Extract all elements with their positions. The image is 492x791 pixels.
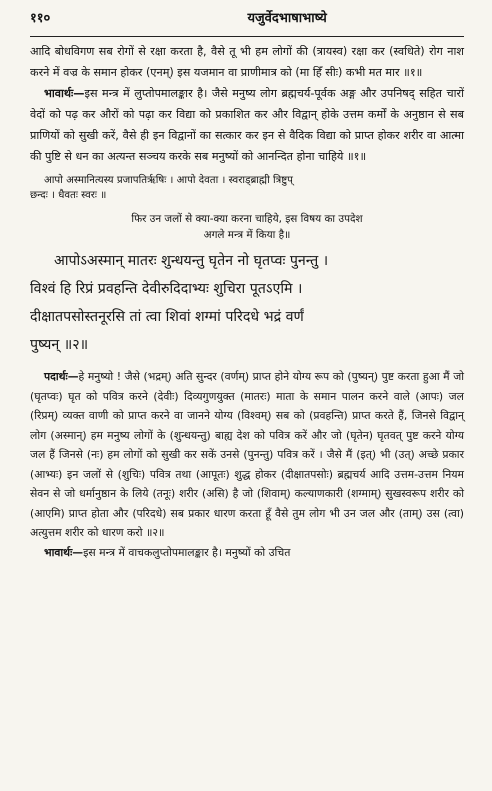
bhavarth-paragraph-2 (30, 543, 464, 563)
page-header (30, 0, 464, 34)
page-number: ११० (30, 11, 51, 26)
intro-line-1: फिर उन जलों से क्या-क्या करना चाहिये, इस विषय का उपदेश (131, 213, 363, 225)
topic-intro (30, 211, 464, 243)
bhavarth-text: इस मन्त्र में लुप्तोपमालङ्कार है। जैसे मनुष्य लोग ब्रह्मचर्य-पूर्वक अङ्ग और उपनिषद् सहित चारों वेदों को पढ़ कर औरों को पढ़ा कर विद्या को प्रकाशित कर और विद्वान् होके उत्तम कर्मों के अनुष्ठान से सब प्राणियों को सुखी करें, वैसे ही इन विद्वानों का सत्कार कर इन से वैदिक विद्या को प्राप्त होकर शरीर वा आत्मा की पुष्टि से धन का अत्यन्त सञ्चय करके सब मनुष्यों को आनन्दित होना चाहिये ॥१॥ (30, 87, 464, 163)
note-line-2: छन्दः । धैवतः स्वरः ॥ (30, 190, 107, 201)
mantra-line-2: विश्वं हि रिप्रं प्रवहन्ति देवीरुदिदाभ्यः शुचिरा पूतऽएमि । (30, 281, 303, 297)
note-line-1: आपो अस्मानित्यस्य प्रजापतिर्ऋषिः । आपो देवता । स्वराड्ब्राह्मी त्रिष्टुप् (44, 175, 293, 186)
mantra-block (30, 247, 464, 359)
rishi-devata-note (30, 173, 464, 203)
padarth-text: हे मनुष्यो ! जैसे (भद्रम्) अति सुन्दर (वर्णम्) प्राप्त होने योग्य रूप को (पुष्यन्) पुष्ट करता हुआ मैं जो (घृतप्वः) घृत को पवित्र करने (देवीः) दिव्यगुणयुक्त (मातरः) माता के समान पालन करने वाले (आपः) जल (रिप्रम्) व्यक्त वाणी को प्राप्त करने वा जानने योग्य (विश्वम्) सब को (प्रवहन्ति) प्राप्त करते हैं, जिनसे विद्वान् लोग (अस्मान्) हम मनुष्य लोगों के (शुन्धयन्तु) बाह्य देश को पवित्र करें और जो (घृतेन) घृतवत् पुष्ट करने योग्य जल हैं जिनसे (नः) हम लोगों को सुखी कर सकें उनसे (पुनन्तु) पवित्र करें । जैसे मैं (इत्) भी (उत्) अच्छे प्रकार (आभ्यः) इन जलों से (शुचिः) पवित्र तथा (आपूतः) शुद्ध होकर (दीक्षातपसोः) ब्रह्मचर्य आदि उत्तम-उत्तम नियम सेवन से जो धर्मानुष्ठान के लिये (तनूः) शरीर (असि) है जो (शिवाम्) कल्याणकारी (शग्माम्) सुखस्वरूप शरीर को (आएमि) प्राप्त होता और (परिदधे) सब प्रकार धारण करता हूँ वैसे तुम लोग भी उन जल और (ताम्) उस (त्वा) अत्युत्तम शरीर को धारण करो ॥२॥ (30, 370, 464, 539)
padarth-paragraph (30, 367, 464, 543)
paragraph-continued: आदि बोधविगण सब रोगों से रक्षा करता है, वैसे तू भी हम लोगों की (त्रायस्व) रक्षा कर (स्वधिते) रोग नाश करने में वज्र के समान होकर (एनम्) इस यजमान वा प्राणीमात्र को (मा हिँ सीः) कभी मत मार ॥१॥ (30, 45, 464, 79)
padarth-label: पदार्थः— (44, 370, 79, 383)
mantra-line-4: पुष्यन् ॥२॥ (30, 337, 89, 353)
intro-line-2: अगले मन्त्र में किया है॥ (203, 229, 291, 241)
header-rule (30, 36, 464, 37)
bhavarth2-text: इस मन्त्र में वाचकलुप्तोपमालङ्कार है। मनुष्यों को उचित (83, 545, 291, 559)
bhavarth-paragraph-1 (30, 83, 464, 167)
bhavarth-label: भावार्थः— (44, 87, 85, 100)
running-title: यजुर्वेदभाषाभाष्ये (247, 11, 327, 26)
mantra-line-3: दीक्षातपसोस्तनूरसि तां त्वा शिवां शग्मां परिदधे भद्रं वर्णं (30, 309, 304, 325)
bhavarth2-label: भावार्थः— (44, 545, 84, 559)
mantra-line-1: आपोऽअस्मान् मातरः शुन्धयन्तु घृतेन नो घृतप्वः पुनन्तु । (54, 253, 329, 269)
